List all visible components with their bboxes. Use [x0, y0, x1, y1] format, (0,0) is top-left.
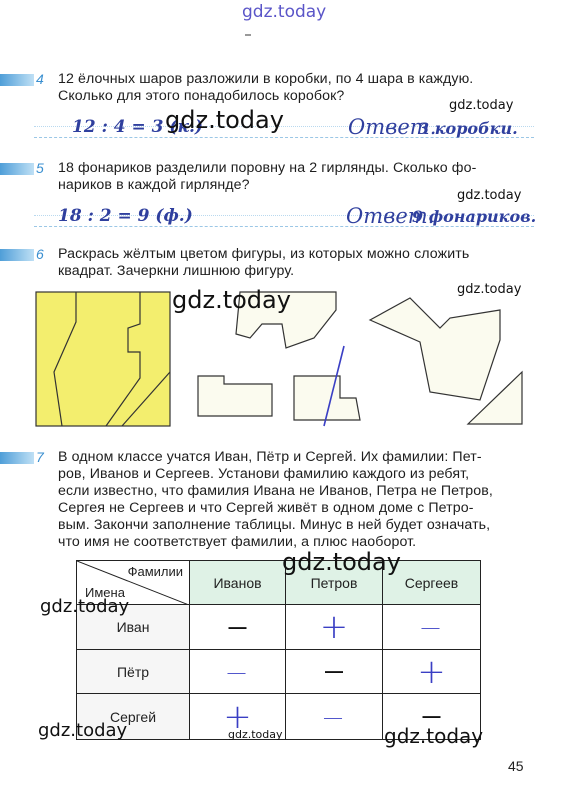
task5-solution: 18 : 2 = 9 (ф.): [58, 206, 193, 226]
watermark: gdz.today: [384, 724, 484, 748]
task4-answer-label: Ответ.: [348, 115, 437, 139]
table-cell: [286, 605, 383, 650]
table-cell: [286, 694, 383, 740]
task7-text-line: В одном классе учатся Иван, Пётр и Сергей. Их фамилии: Пет-: [58, 449, 482, 465]
row-name: Иван: [77, 605, 190, 650]
task5-text-line2: нариков в каждой гирлянде?: [58, 177, 250, 193]
task4-solution: 12 : 4 = 3 (к.): [72, 117, 203, 137]
table-cell: [190, 650, 286, 694]
table-row: [77, 605, 481, 650]
watermark: gdz.today: [228, 728, 283, 741]
task-marker-stripe: [0, 163, 34, 175]
row-name: Пётр: [77, 650, 190, 694]
corner-top-label: Фамилии: [127, 564, 183, 579]
task-number: 5: [36, 160, 44, 176]
task-number: 6: [36, 246, 44, 262]
task-marker-stripe: [0, 74, 34, 86]
table-cell: [286, 650, 383, 694]
task4-text-line2: Сколько для этого понадобилось коробок?: [58, 88, 345, 104]
watermark: gdz.today: [165, 106, 284, 134]
task-marker-stripe: [0, 452, 34, 464]
cell-mark: —: [228, 616, 247, 637]
task4-answer-value: 3 коробки.: [418, 119, 518, 138]
surname-table: [76, 560, 481, 740]
task6-text-line1: Раскрась жёлтым цветом фигуры, из которых можно сложить: [58, 246, 470, 262]
task6-text-line2: квадрат. Зачеркни лишнюю фигуру.: [58, 263, 295, 279]
watermark: gdz.today: [449, 98, 514, 113]
watermark: gdz.today: [38, 720, 128, 741]
task-number: 4: [36, 71, 44, 87]
watermark: gdz.today: [282, 548, 401, 576]
big-polygon-shape: [370, 298, 500, 400]
watermark: gdz.today: [457, 282, 522, 297]
task7-text-line: если известно, что фамилия Ивана не Иванов, Петра не Петров,: [58, 483, 493, 499]
watermark: gdz.today: [172, 286, 291, 314]
column-header: Сергеев: [383, 561, 481, 605]
task7-text-line: Сергея не Сергеев и что Сергей живёт в одном доме с Петро-: [58, 500, 474, 516]
task7-text-line: что имя не соответствует фамилии, а плюс наоборот.: [58, 534, 417, 550]
task-marker-stripe: [0, 249, 34, 261]
task-number: 7: [36, 449, 44, 465]
watermark: gdz.today: [457, 188, 522, 203]
row-name: Сергей: [77, 694, 190, 740]
page-number: 45: [508, 758, 524, 774]
corner-bottom-label: Имена: [85, 585, 125, 600]
table-row: [77, 650, 481, 694]
watermark-top: gdz.today: [242, 2, 327, 22]
l-shape: [198, 376, 272, 416]
task5-text-line1: 18 фонариков разделили поровну на 2 гирлянды. Сколько фо-: [58, 160, 477, 176]
table-cell: [383, 650, 481, 694]
cell-mark: —: [420, 615, 443, 639]
cell-mark: +: [319, 607, 349, 647]
small-dash: [245, 34, 251, 36]
table-cell: [190, 605, 286, 650]
cell-mark: —: [226, 659, 249, 684]
cell-mark: —: [422, 706, 441, 726]
cell-mark: +: [417, 651, 446, 692]
cell-mark: —: [323, 704, 345, 729]
yellow-square-puzzle: [36, 292, 170, 426]
task7-text-line: вым. Закончи заполнение таблицы. Минус в ней будет означать,: [58, 517, 491, 533]
column-header: Петров: [286, 561, 383, 605]
task5-answer-value: 9 фонариков.: [412, 207, 537, 226]
task7-text-line: ров, Иванов и Сергеев. Установи фамилию каждого из ребят,: [58, 466, 470, 482]
cell-mark: +: [223, 696, 252, 737]
task5-answer-label: Ответ.: [346, 204, 435, 228]
cell-mark: —: [325, 661, 343, 681]
column-header: Иванов: [190, 561, 286, 605]
table-cell: [383, 605, 481, 650]
watermark: gdz.today: [40, 596, 130, 617]
task4-text-line1: 12 ёлочных шаров разложили в коробки, по 4 шара в каждую.: [58, 71, 474, 87]
